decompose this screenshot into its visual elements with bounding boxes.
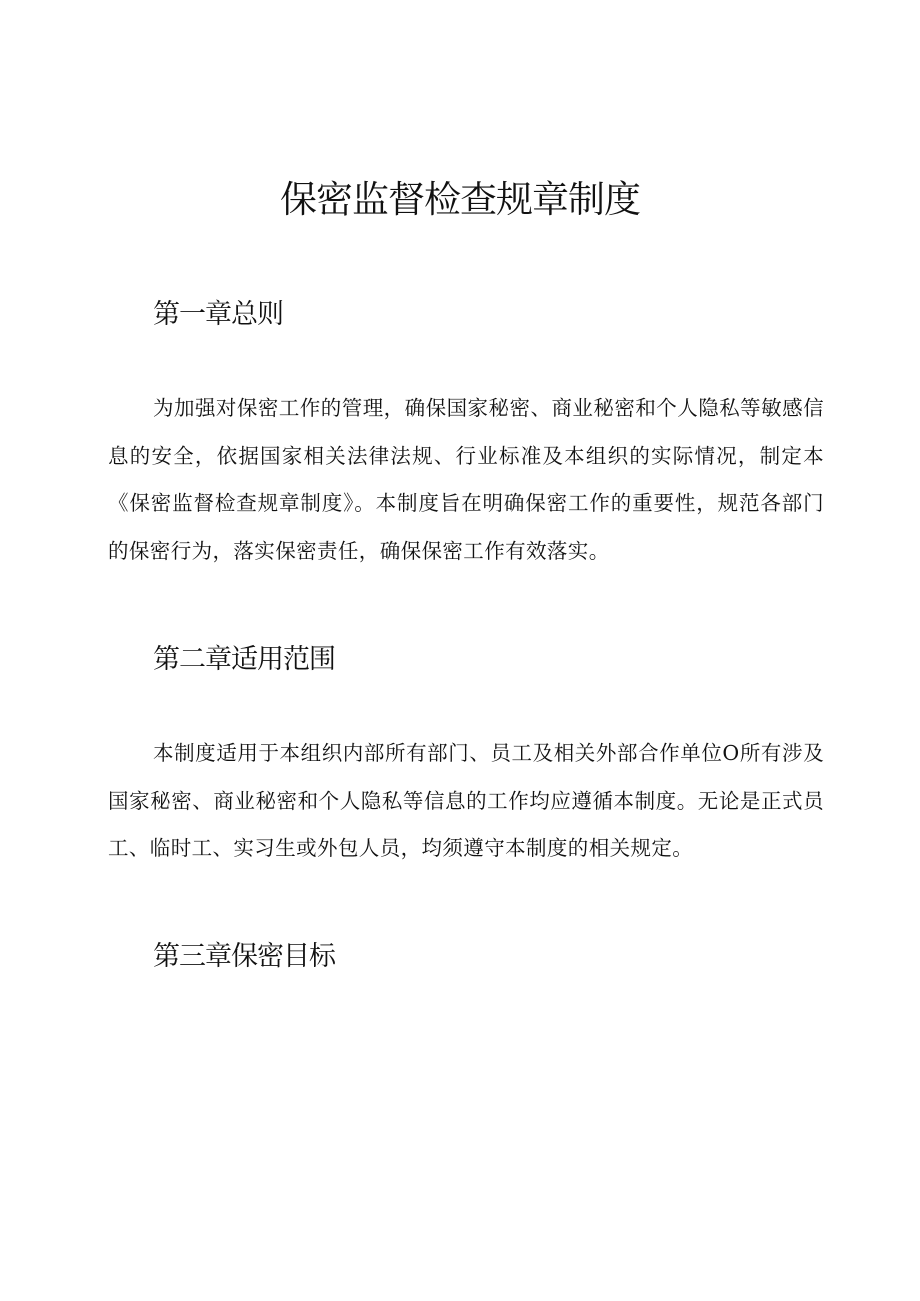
- chapter-heading-objectives: 第三章保密目标: [153, 941, 335, 972]
- chapter-heading-general: 第一章总则: [153, 299, 283, 330]
- document-title: 保密监督检查规章制度: [280, 178, 640, 221]
- chapter-body-scope: 本制度适用于本组织内部所有部门、员工及相关外部合作单位O所有涉及国家秘密、商业秘密和个人隐私等信息的工作均应遵循本制度。无论是正式员工、临时工、实习生或外包人员，均须遵守本制度的相关规定。: [108, 741, 824, 860]
- chapter-heading-scope: 第二章适用范围: [153, 644, 335, 675]
- chapter-body-general: 为加强对保密工作的管理，确保国家秘密、商业秘密和个人隐私等敏感信息的安全，依据国家相关法律法规、行业标准及本组织的实际情况，制定本《保密监督检查规章制度》。本制度旨在明确保密工作的重要性，规范各部门的保密行为，落实保密责任，确保保密工作有效落实。: [108, 396, 824, 563]
